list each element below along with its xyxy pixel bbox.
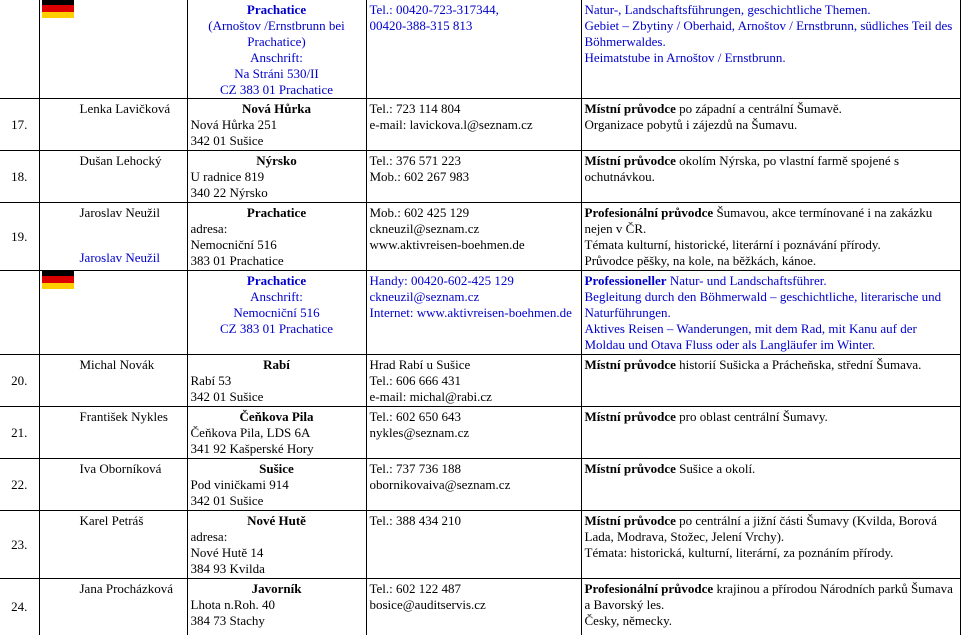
name-cell bbox=[39, 511, 187, 579]
contact-cell bbox=[366, 579, 581, 635]
description-text: po centrální a jižní části Šumavy (Kvilda, Borová Lada, Modrava, Stožec, Jelení Vrchy). bbox=[584, 513, 937, 544]
address-line: Nemocniční 516 bbox=[233, 305, 320, 320]
location-title: Prachatice bbox=[246, 273, 307, 288]
location-title: Nýrsko bbox=[256, 153, 297, 168]
name-cell bbox=[39, 250, 187, 355]
guide-type: Profesionální průvodce bbox=[584, 205, 714, 220]
description-cell bbox=[581, 355, 960, 407]
description-line bbox=[585, 153, 957, 185]
name-cell bbox=[39, 579, 187, 635]
location-title: Javorník bbox=[251, 581, 302, 596]
description-line bbox=[585, 273, 957, 289]
address-line: Nová Hůrka 251 bbox=[190, 117, 278, 132]
description-line bbox=[585, 101, 957, 117]
address-line: U radnice 819 bbox=[190, 169, 265, 184]
description-line: Česky, německy. bbox=[584, 613, 672, 628]
contact-line[interactable]: nykles@seznam.cz bbox=[369, 425, 470, 440]
location-title: Prachatice bbox=[246, 2, 307, 17]
contact-cell bbox=[366, 99, 581, 151]
description-text: okolím Nýrska, po vlastní farmě spojené s ochutnávkou. bbox=[584, 153, 900, 184]
contact-cell bbox=[366, 459, 581, 511]
contact-line: Tel.: 376 571 223 bbox=[369, 153, 462, 168]
contact-line[interactable]: ckneuzil@seznam.cz bbox=[369, 221, 480, 236]
address-line: Na Stráni 530/II bbox=[234, 66, 319, 81]
table-row bbox=[0, 99, 960, 151]
contact-line[interactable]: bosice@auditservis.cz bbox=[369, 597, 486, 612]
guide-name: Karel Petráš bbox=[79, 513, 144, 528]
description-cell bbox=[581, 459, 960, 511]
row-number bbox=[0, 0, 39, 99]
guide-type: Místní průvodce bbox=[584, 101, 676, 116]
contact-line: Mob.: 602 267 983 bbox=[369, 169, 470, 184]
description-line bbox=[585, 461, 957, 477]
address-line: Anschrift: bbox=[250, 50, 303, 65]
description-line: Témata kulturní, historické, literární i poznávání přírody. bbox=[584, 237, 881, 252]
address-line: CZ 383 01 Prachatice bbox=[220, 82, 333, 97]
address-line: 340 22 Nýrsko bbox=[190, 185, 268, 200]
description-text: historií Sušicka a Prácheňska, střední Šumava. bbox=[675, 357, 922, 372]
german-flag-icon bbox=[42, 270, 74, 289]
address-line: CZ 383 01 Prachatice bbox=[220, 321, 333, 336]
guide-name: Jaroslav Neužil bbox=[79, 250, 161, 265]
description-cell bbox=[581, 151, 960, 203]
table-row bbox=[0, 271, 960, 355]
location-title: Čeňkova Pila bbox=[239, 409, 314, 424]
row-number: 18. bbox=[0, 151, 39, 203]
guide-name: Dušan Lehocký bbox=[79, 153, 162, 168]
location-cell bbox=[187, 407, 366, 459]
description-cell bbox=[581, 579, 960, 635]
contact-line[interactable]: e-mail: lavickova.l@seznam.cz bbox=[369, 117, 533, 132]
row-number: 24. bbox=[0, 579, 39, 635]
contact-line: Tel.: 602 122 487 bbox=[369, 581, 462, 596]
address-line: Nové Hutě 14 bbox=[190, 545, 264, 560]
guide-name: Iva Oborníková bbox=[79, 461, 162, 476]
row-number: 22. bbox=[0, 459, 39, 511]
address-line: 341 92 Kašperské Hory bbox=[190, 441, 314, 456]
guide-type: Místní průvodce bbox=[584, 153, 676, 168]
table-row bbox=[0, 459, 960, 511]
row-number: 19. bbox=[0, 203, 39, 271]
address-line: Nemocniční 516 bbox=[190, 237, 277, 252]
guide-type: Professioneller bbox=[584, 273, 667, 288]
contact-line: Tel.: 606 666 431 bbox=[369, 373, 462, 388]
contact-line[interactable]: Internet: www.aktivreisen-boehmen.de bbox=[369, 305, 572, 320]
description-line: Témata: historická, kulturní, literární, za poznáním přírody. bbox=[584, 545, 894, 560]
guide-name: Jana Procházková bbox=[79, 581, 173, 596]
description-text: Sušice a okolí. bbox=[675, 461, 756, 476]
name-cell bbox=[39, 407, 187, 459]
name-cell bbox=[39, 99, 187, 151]
description-line bbox=[585, 513, 957, 545]
guide-name: František Nykles bbox=[79, 409, 168, 424]
description-cell bbox=[581, 407, 960, 459]
location-cell bbox=[187, 0, 366, 99]
location-title: Sušice bbox=[259, 461, 294, 476]
address-line: Lhota n.Roh. 40 bbox=[190, 597, 275, 612]
contact-line: Mob.: 602 425 129 bbox=[369, 205, 470, 220]
contact-line: Tel.: 602 650 643 bbox=[369, 409, 462, 424]
contact-line: 00420-388-315 813 bbox=[369, 18, 473, 33]
row-number: 23. bbox=[0, 511, 39, 579]
location-title: Nová Hůrka bbox=[242, 101, 311, 116]
address-line: Čeňkova Pila, LDS 6A bbox=[190, 425, 311, 440]
description-cell bbox=[581, 511, 960, 579]
description-line: Organizace pobytů i zájezdů na Šumavu. bbox=[584, 117, 798, 132]
description-cell bbox=[581, 203, 960, 271]
location-cell bbox=[187, 355, 366, 407]
description-text: krajinou a přírodou Národních parků Šumava a Bavorský les. bbox=[584, 581, 953, 612]
contact-line[interactable]: e-mail: michal@rabi.cz bbox=[369, 389, 492, 404]
address-line: 342 01 Sušice bbox=[190, 493, 264, 508]
row-number bbox=[0, 271, 39, 355]
description-line: Natur-, Landschaftsführungen, geschichtliche Themen. bbox=[584, 2, 871, 17]
name-cell bbox=[39, 459, 187, 511]
name-cell bbox=[39, 0, 187, 99]
description-line bbox=[585, 357, 957, 373]
location-cell bbox=[187, 271, 366, 355]
name-cell bbox=[39, 355, 187, 407]
contact-cell bbox=[366, 0, 581, 99]
location-title: Rabí bbox=[263, 357, 290, 372]
location-cell bbox=[187, 151, 366, 203]
description-line: Gebiet – Zbytiny / Oberhaid, Arnoštov / Ernstbrunn, südliches Teil des Böhmerwaldes. bbox=[584, 18, 953, 49]
row-number: 17. bbox=[0, 99, 39, 151]
row-number: 20. bbox=[0, 355, 39, 407]
german-flag-icon bbox=[42, 0, 74, 18]
address-line: 383 01 Prachatice bbox=[190, 253, 284, 268]
description-text: pro oblast centrální Šumavy. bbox=[675, 409, 828, 424]
address-line: 342 01 Sušice bbox=[190, 389, 264, 404]
location-cell bbox=[187, 579, 366, 635]
contact-line: Tel.: 388 434 210 bbox=[369, 513, 462, 528]
guide-name: Michal Novák bbox=[79, 357, 155, 372]
contact-cell bbox=[366, 151, 581, 203]
guide-type: Místní průvodce bbox=[584, 513, 676, 528]
contact-line: Hrad Rabí u Sušice bbox=[369, 357, 471, 372]
row-number: 21. bbox=[0, 407, 39, 459]
guide-type: Profesionální průvodce bbox=[584, 581, 714, 596]
table-row bbox=[0, 579, 960, 635]
description-line: Aktives Reisen – Wanderungen, mit dem Rad, mit Kanu auf der Moldau und Otava Fluss oder als Langläufer im Winter. bbox=[584, 321, 917, 352]
contact-line: Tel.: 00420-723-317344, bbox=[369, 2, 499, 17]
contact-line[interactable]: www.aktivreisen-boehmen.de bbox=[369, 237, 525, 252]
description-line bbox=[585, 409, 957, 425]
table-row bbox=[0, 151, 960, 203]
table-row bbox=[0, 407, 960, 459]
location-cell bbox=[187, 459, 366, 511]
description-cell bbox=[581, 271, 960, 355]
contact-line[interactable]: obornikovaiva@seznam.cz bbox=[369, 477, 511, 492]
address-line: Anschrift: bbox=[250, 289, 303, 304]
location-cell bbox=[187, 203, 366, 271]
contact-cell bbox=[366, 407, 581, 459]
address-line: 384 93 Kvilda bbox=[190, 561, 265, 576]
location-cell bbox=[187, 99, 366, 151]
name-cell bbox=[39, 151, 187, 203]
address-line: adresa: bbox=[190, 221, 228, 236]
description-text: po západní a centrální Šumavě. bbox=[675, 101, 842, 116]
guide-type: Místní průvodce bbox=[584, 357, 676, 372]
contact-line: Tel.: 737 736 188 bbox=[369, 461, 462, 476]
description-text: Natur- und Landschaftsführer. bbox=[666, 273, 827, 288]
address-line: Pod viničkami 914 bbox=[190, 477, 289, 492]
description-text: Šumavou, akce termínované i na zakázku nejen v ČR. bbox=[584, 205, 933, 236]
guide-name: Lenka Lavičková bbox=[79, 101, 171, 116]
address-line: adresa: bbox=[190, 529, 228, 544]
description-line: Begleitung durch den Böhmerwald – geschichtliche, literarische und Naturführungen. bbox=[584, 289, 942, 320]
table-row bbox=[0, 355, 960, 407]
contact-cell bbox=[366, 203, 581, 271]
guide-type: Místní průvodce bbox=[584, 409, 676, 424]
contact-line: Tel.: 723 114 804 bbox=[369, 101, 461, 116]
contact-line[interactable]: ckneuzil@seznam.cz bbox=[369, 289, 480, 304]
description-cell bbox=[581, 99, 960, 151]
location-title: Prachatice bbox=[246, 205, 307, 220]
contact-cell bbox=[366, 355, 581, 407]
guide-type: Místní průvodce bbox=[584, 461, 676, 476]
address-line: (Arnoštov /Ernstbrunn bei Prachatice) bbox=[208, 18, 345, 49]
address-line: 384 73 Stachy bbox=[190, 613, 265, 628]
description-line: Průvodce pěšky, na kole, na běžkách, kánoe. bbox=[584, 253, 817, 268]
contact-cell bbox=[366, 271, 581, 355]
address-line: Rabí 53 bbox=[190, 373, 232, 388]
description-line bbox=[585, 205, 957, 237]
table-row bbox=[0, 0, 960, 99]
table-row bbox=[0, 511, 960, 579]
description-cell bbox=[581, 0, 960, 99]
description-line bbox=[585, 581, 957, 613]
contact-cell bbox=[366, 511, 581, 579]
contact-line: Handy: 00420-602-425 129 bbox=[369, 273, 514, 288]
address-line: 342 01 Sušice bbox=[190, 133, 264, 148]
location-title: Nové Hutě bbox=[247, 513, 306, 528]
guide-name: Jaroslav Neužil bbox=[79, 205, 161, 220]
description-line: Heimatstube in Arnoštov / Ernstbrunn. bbox=[584, 50, 786, 65]
location-cell bbox=[187, 511, 366, 579]
